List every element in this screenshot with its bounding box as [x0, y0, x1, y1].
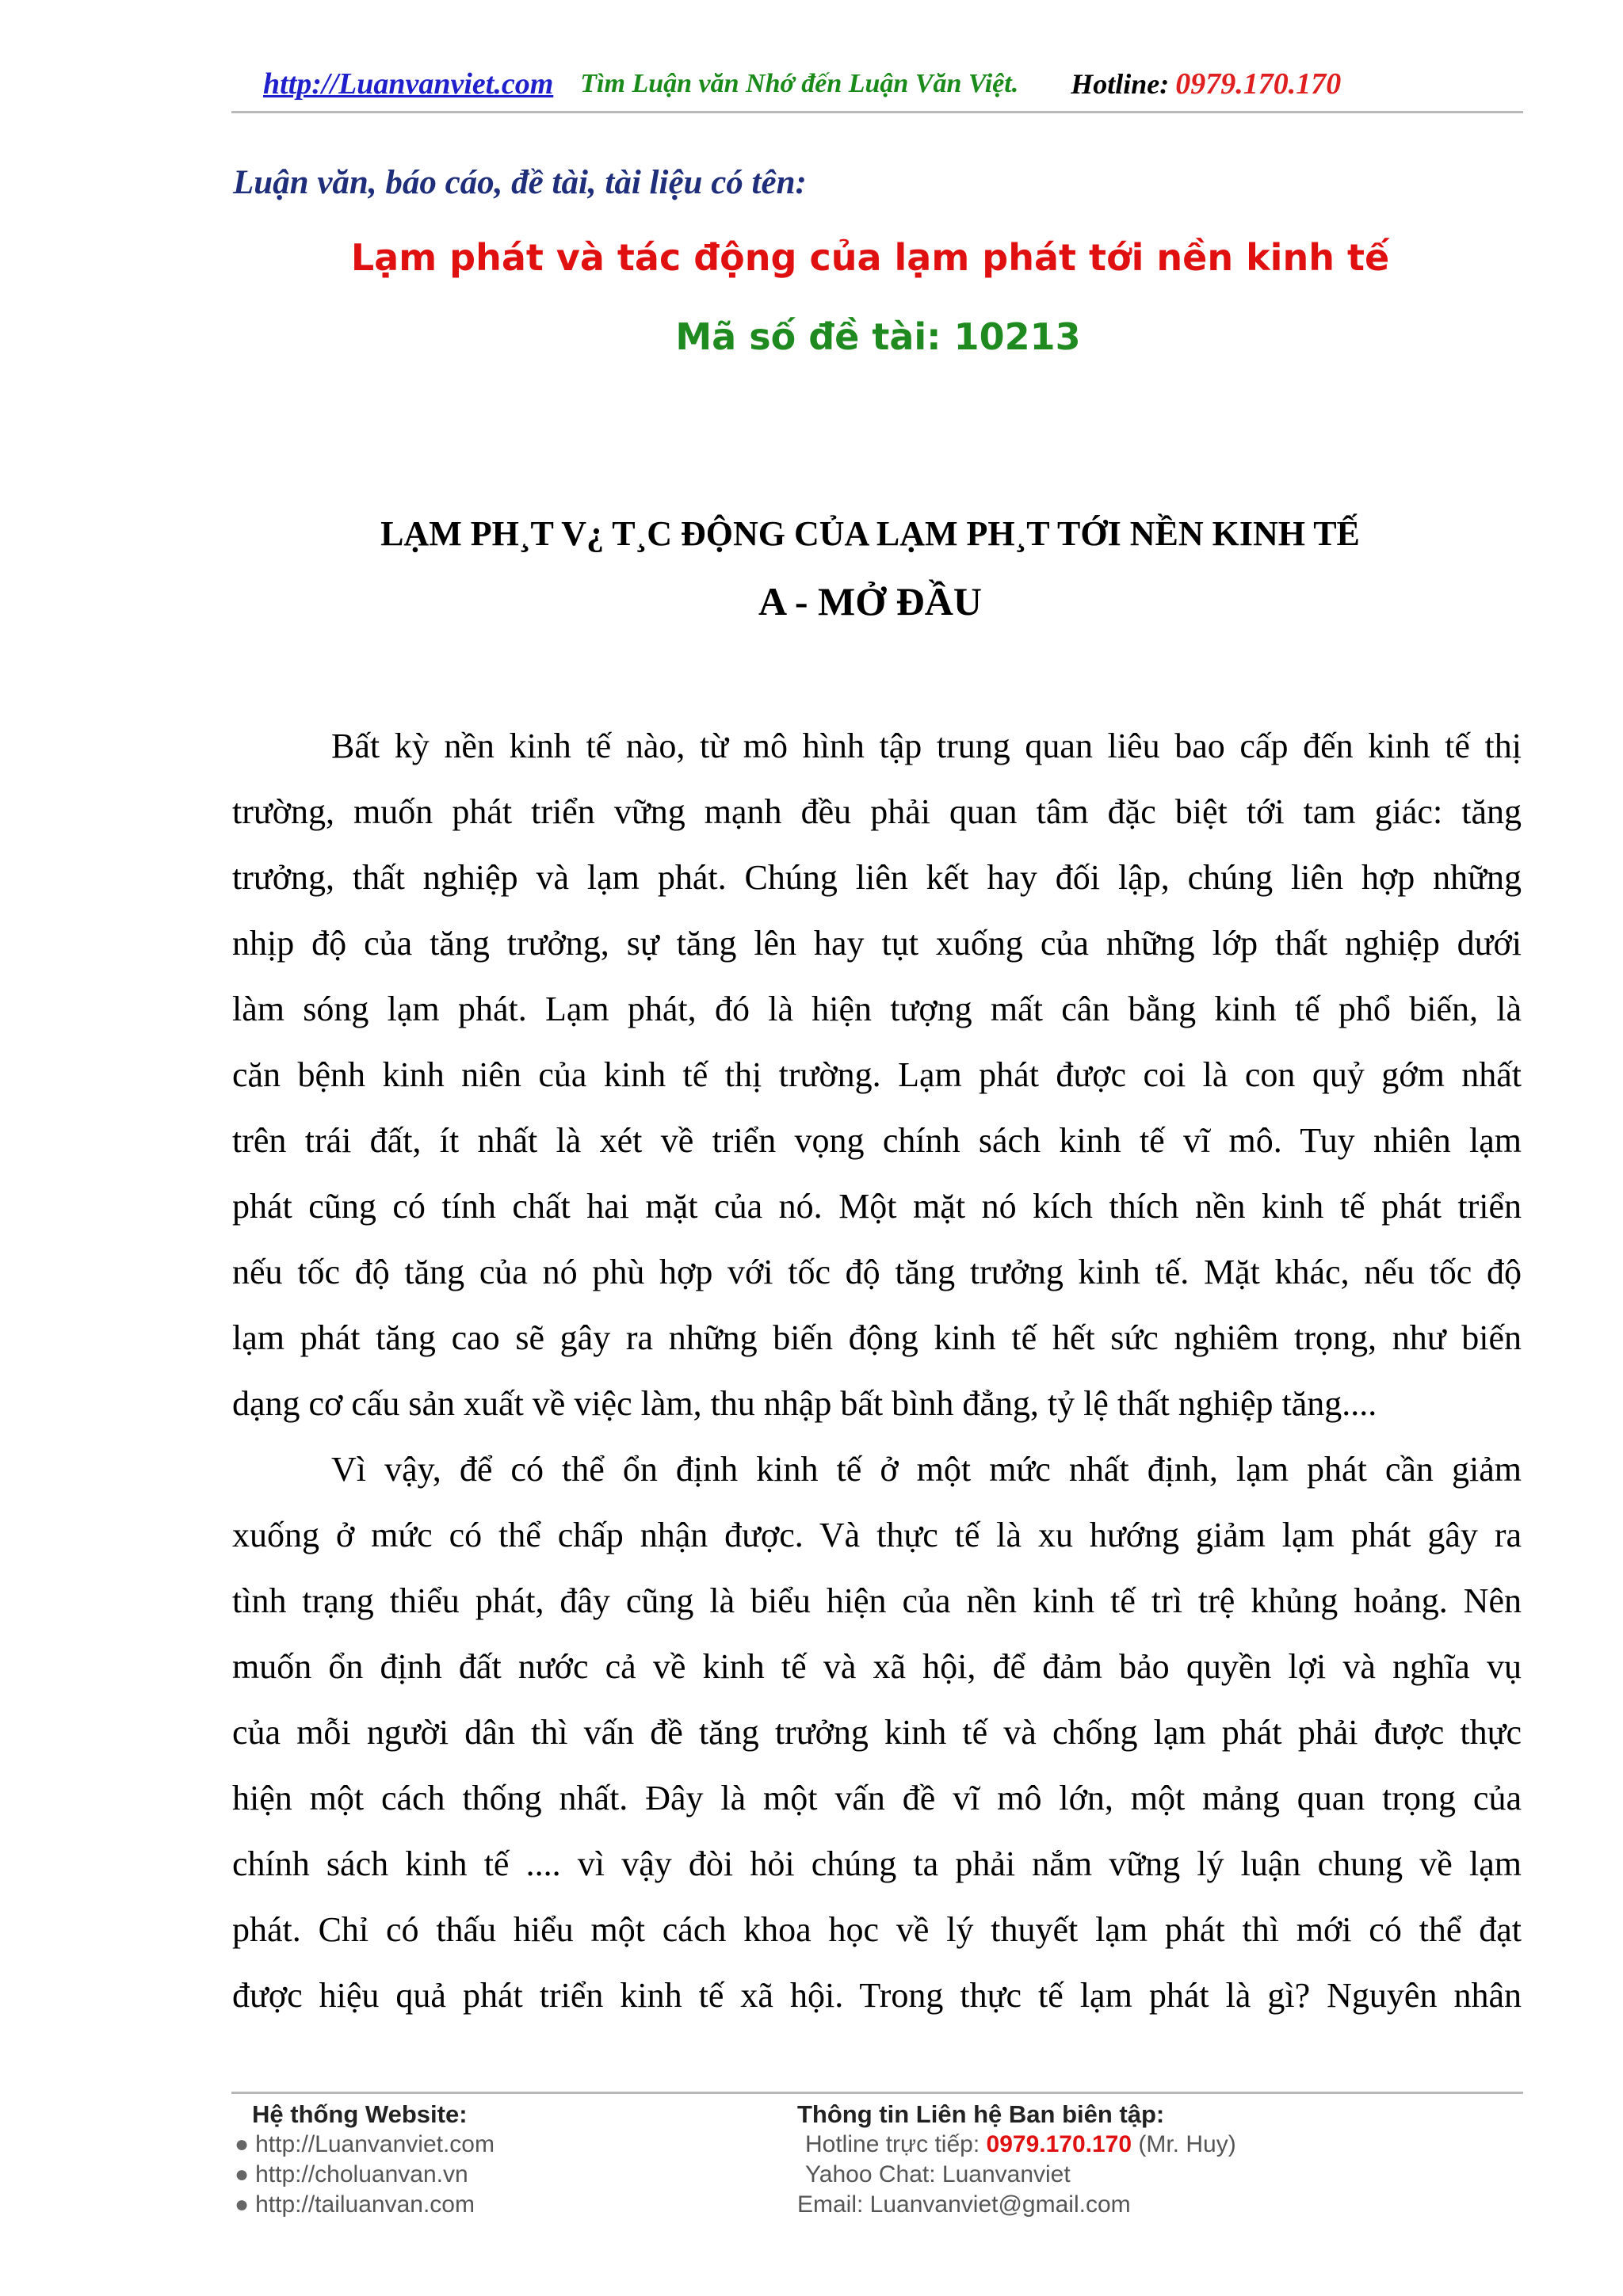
footer-contact-heading: Thông tin Liên hệ Ban biên tập:: [797, 2100, 1165, 2128]
body-line: lạm phát tăng cao sẽ gây ra những biến động kinh tế hết sức nghiêm trọng, như biến: [232, 1318, 1522, 1357]
footer-site-link[interactable]: http://tailuanvan.com: [255, 2191, 475, 2218]
footer-site-link[interactable]: http://choluanvan.vn: [255, 2161, 468, 2187]
section-heading: A - MỞ ĐẦU: [758, 579, 982, 624]
bullet-icon: ●: [235, 2131, 250, 2157]
footer-contact: [797, 2100, 1236, 2220]
topic-code: Mã số đề tài: 10213: [675, 315, 1081, 358]
footer-divider: [231, 2092, 1523, 2094]
header-website-link[interactable]: http://Luanvanviet.com: [263, 67, 554, 101]
footer-hotline-label: Hotline trực tiếp:: [805, 2131, 987, 2157]
body-line: nếu tốc độ tăng của nó phù hợp với tốc độ tăng trưởng kinh tế. Mặt khác, nếu tốc độ: [232, 1253, 1522, 1291]
bullet-icon: ●: [235, 2191, 250, 2218]
body-line: trưởng, thất nghiệp và lạm phát. Chúng liên kết hay đối lập, chúng liên hợp những: [232, 858, 1522, 897]
intro-label: Luận văn, báo cáo, đề tài, tài liệu có tên:: [233, 164, 807, 201]
footer-hotline-number: 0979.170.170: [986, 2131, 1132, 2157]
body-line: trường, muốn phát triển vững mạnh đều phải quan tâm đặc biệt tới tam giác: tăng: [232, 792, 1522, 831]
document-heading: LẠM PH¸T V¿ T¸C ĐỘNG CỦA LẠM PH¸T TỚI NỀN KINH TẾ: [380, 514, 1360, 553]
footer-websites: [235, 2100, 495, 2220]
page-header: [231, 62, 1523, 106]
body-line: muốn ổn định đất nước cả về kinh tế và xã hội, để đảm bảo quyền lợi và nghĩa vụ: [232, 1647, 1522, 1686]
header-slogan: Tìm Luận văn Nhớ đến Luận Văn Việt.: [580, 69, 1019, 98]
footer-site-item[interactable]: [235, 2190, 495, 2220]
topic-title: Lạm phát và tác động của lạm phát tới nền kinh tế: [350, 236, 1390, 279]
body-line: hiện một cách thống nhất. Đây là một vấn đề vĩ mô lớn, một mảng quan trọng của: [232, 1779, 1522, 1817]
body-line: trên trái đất, ít nhất là xét về triển vọng chính sách kinh tế vĩ mô. Tuy nhiên lạm: [232, 1121, 1522, 1160]
body-line: phát cũng có tính chất hai mặt của nó. Một mặt nó kích thích nền kinh tế phát triển: [232, 1187, 1522, 1226]
body-line: được hiệu quả phát triển kinh tế xã hội. Trong thực tế lạm phát là gì? Nguyên nhân: [232, 1976, 1522, 2015]
body-line: Vì vậy, để có thể ổn định kinh tế ở một mức nhất định, lạm phát cần giảm: [331, 1450, 1522, 1489]
body-line: căn bệnh kinh niên của kinh tế thị trường. Lạm phát được coi là con quỷ gớm nhất: [232, 1055, 1522, 1094]
footer-site-link[interactable]: http://Luanvanviet.com: [255, 2131, 495, 2157]
footer-hotline-person: (Mr. Huy): [1132, 2131, 1236, 2157]
body-line: tình trạng thiểu phát, đây cũng là biểu hiện của nền kinh tế trì trệ khủng hoảng. Nên: [232, 1581, 1522, 1620]
footer-email[interactable]: Email: Luanvanviet@gmail.com: [797, 2191, 1131, 2218]
body-line: xuống ở mức có thể chấp nhận được. Và thực tế là xu hướng giảm lạm phát gây ra: [232, 1516, 1522, 1554]
body-line: dạng cơ cấu sản xuất về việc làm, thu nhập bất bình đẳng, tỷ lệ thất nghiệp tăng....: [232, 1384, 1377, 1423]
body-line: của mỗi người dân thì vấn đề tăng trưởng kinh tế và chống lạm phát phải được thực: [232, 1713, 1522, 1752]
header-hotline-label: Hotline:: [1071, 68, 1170, 100]
footer-hotline: [805, 2130, 1236, 2160]
footer-websites-heading: Hệ thống Website:: [252, 2100, 468, 2128]
body-line: phát. Chỉ có thấu hiểu một cách khoa học về lý thuyết lạm phát thì mới có thể đạt: [232, 1910, 1522, 1949]
footer-yahoo: Yahoo Chat: Luanvanviet: [805, 2161, 1071, 2187]
body-line: Bất kỳ nền kinh tế nào, từ mô hình tập trung quan liêu bao cấp đến kinh tế thị: [331, 727, 1522, 765]
body-line: làm sóng lạm phát. Lạm phát, đó là hiện tượng mất cân bằng kinh tế phổ biến, là: [232, 990, 1522, 1028]
footer-site-item[interactable]: [235, 2130, 495, 2160]
body-line: chính sách kinh tế .... vì vậy đòi hỏi chúng ta phải nắm vững lý luận chung về lạm: [232, 1844, 1522, 1883]
header-divider: [231, 111, 1523, 113]
footer-site-item[interactable]: [235, 2160, 495, 2190]
header-hotline-number: 0979.170.170: [1175, 67, 1342, 101]
body-line: nhịp độ của tăng trưởng, sự tăng lên hay tụt xuống của những lớp thất nghiệp dưới: [232, 924, 1522, 963]
bullet-icon: ●: [235, 2161, 250, 2187]
